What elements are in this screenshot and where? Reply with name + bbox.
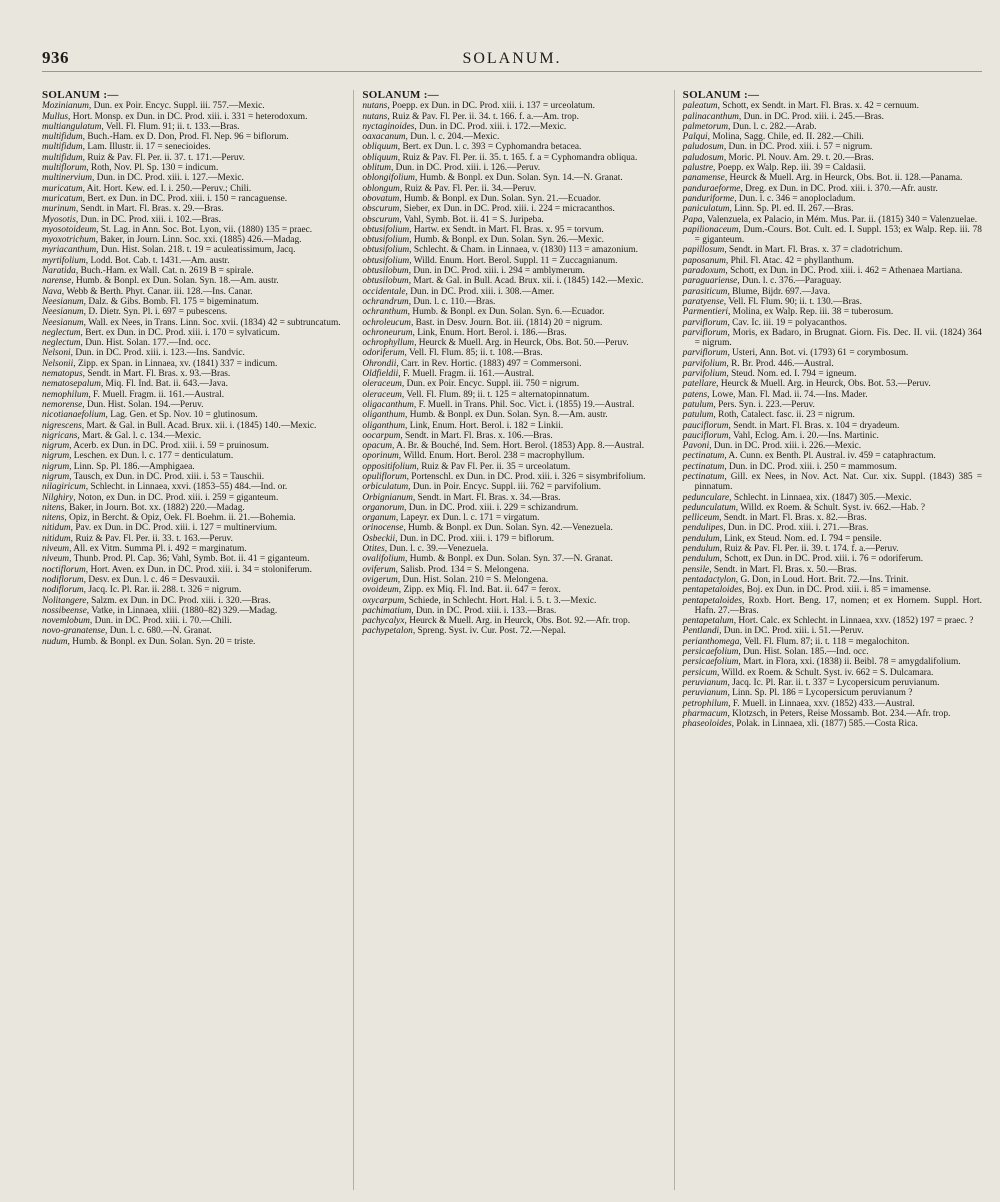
index-entry: oblitum, Dun. in DC. Prod. xiii. i. 126.—Peruv.	[362, 163, 541, 174]
index-entry: Naratida, Buch.-Ham. ex Wall. Cat. n. 2619 B = spirale.	[42, 266, 254, 277]
index-entry: pendulipes, Dun. in DC. Prod. xiii. i. 271.—Bras.	[682, 523, 869, 534]
index-entry: Oldfieldii, F. Muell. Fragm. ii. 161.—Austral.	[362, 369, 534, 380]
index-entry: Neesianum, Dalz. & Gibs. Bomb. Fl. 175 = bigeminatum.	[42, 296, 259, 307]
index-entry: ochroleucum, Bast. in Desv. Journ. Bot. iii. (1814) 20 = nigrum.	[362, 317, 603, 328]
index-entry: pharmacum, Klotzsch, in Peters, Reise Mossamb. Bot. 234.—Afr. trop.	[682, 708, 951, 719]
index-entry: patens, Lowe, Man. Fl. Mad. ii. 74.—Ins. Mader.	[682, 389, 868, 400]
index-entry: multifidum, Lam. Illustr. ii. 17 = senecioides.	[42, 142, 211, 153]
column-heading: SOLANUM :—	[362, 90, 439, 101]
index-entry: niveum, Thunb. Prod. Pl. Cap. 36; Vahl, Symb. Bot. ii. 41 = giganteum.	[42, 554, 310, 565]
index-entry: pensile, Sendt. in Mart. Fl. Bras. x. 50.—Bras.	[682, 564, 857, 575]
index-entry: papillosum, Sendt. in Mart. Fl. Bras. x. 37 = cladotrichum.	[682, 245, 903, 256]
index-entry: Ohrondii, Carr. in Rev. Hortic. (1883) 497 = Commersoni.	[362, 358, 582, 369]
index-entry: occidentale, Dun. in DC. Prod. xiii. i. 308.—Amer.	[362, 286, 555, 297]
index-entry: petrophilum, F. Muell. in Linnaea, xxv. (1852) 433.—Austral.	[682, 698, 915, 709]
index-entry: nodiflorum, Desv. ex Dun. l. c. 46 = Desvauxii.	[42, 574, 220, 585]
index-entry: Pentlandi, Dun. in DC. Prod. xiii. i. 51.—Peruv.	[682, 626, 864, 637]
running-title: SOLANUM.	[462, 50, 562, 67]
index-entry: oviferum, Salisb. Prod. 134 = S. Melongena.	[362, 564, 529, 575]
index-entry: nitens, Opiz, in Bercht. & Opiz, Oek. Fl. Boehm. ii. 21.—Bohemia.	[42, 513, 296, 524]
index-entry: nigricans, Mart. & Gal. l. c. 134.—Mexic.	[42, 430, 202, 441]
index-entry: persicaefolium, Dun. Hist. Solan. 185.—Ind. occ.	[682, 647, 869, 658]
index-entry: peruvianum, Linn. Sp. Pl. 186 = Lycopersicum peruvianum ?	[682, 688, 913, 699]
index-entry: pentadactylon, G. Don, in Loud. Hort. Brit. 72.—Ins. Trinit.	[682, 574, 909, 585]
index-entry: pedunculatum, Willd. ex Roem. & Schult. Syst. iv. 662.—Hab. ?	[682, 502, 925, 513]
index-entry: Orbignianum, Sendt. in Mart. Fl. Bras. x. 34.—Bras.	[362, 492, 561, 503]
index-entry: obtusifolium, Humb. & Bonpl. ex Dun. Solan. Syn. 26.—Mexic.	[362, 235, 605, 246]
index-entry: paraguariense, Dun. l. c. 376.—Paraguay.	[682, 276, 842, 287]
index-entry: nitens, Baker, in Journ. Bot. xx. (1882) 220.—Madag.	[42, 502, 245, 513]
index-entry: nigrum, Leschen. ex Dun. l. c. 177 = denticulatum.	[42, 451, 234, 462]
index-entry: Nelsonii, Zipp. ex Span. in Linnaea, xv. (1841) 337 = indicum.	[42, 358, 278, 369]
index-entry: Mullus, Hort. Monsp. ex Dun. in DC. Prod. xiii. i. 331 = heterodoxum.	[42, 111, 308, 122]
index-entry: nodiflorum, Jacq. Ic. Pl. Rar. ii. 288. t. 326 = nigrum.	[42, 585, 242, 596]
index-entry: parasiticum, Blume, Bijdr. 697.—Java.	[682, 286, 831, 297]
index-entry: organorum, Dun. in DC. Prod. xiii. i. 229 = schizandrum.	[362, 502, 579, 513]
index-entry: pauciflorum, Vahl, Eclog. Am. i. 20.—Ins. Martinic.	[682, 430, 879, 441]
index-entry: multinervium, Dun. in DC. Prod. xiii. i. 127.—Mexic.	[42, 173, 244, 184]
index-entry: palmetorum, Dun. l. c. 282.—Arab.	[682, 121, 817, 132]
index-entry: nutans, Ruiz & Pav. Fl. Per. ii. 34. t. 166. f. a.—Am. trop.	[362, 111, 579, 122]
index-entry: pentapetaloides, Roxb. Hort. Beng. 17, nomen; et ex Hornem. Suppl. Hort. Hafn. 27.—Bras.	[682, 595, 982, 616]
index-entry: persicum, Willd. ex Roem. & Schult. Syst. iv. 662 = S. Dulcamara.	[682, 667, 934, 678]
index-entry: obliquum, Ruiz & Pav. Fl. Per. ii. 35. t. 165. f. a = Cyphomandra obliqua.	[362, 152, 638, 163]
index-entry: myriacanthum, Dun. Hist. Solan. 218. t. 19 = aculeatissimum, Jacq.	[42, 245, 296, 256]
index-entry: Mozinianum, Dun. ex Poir. Encyc. Suppl. iii. 757.—Mexic.	[42, 101, 265, 112]
index-entry: obtusilobum, Dun. in DC. Prod. xiii. i. 294 = amblymerum.	[362, 266, 585, 277]
index-entry: ovalifolium, Humb. & Bonpl. ex Dun. Solan. Syn. 37.—N. Granat.	[362, 554, 613, 565]
index-entry: obtusifolium, Schlecht. & Cham. in Linnaea, v. (1830) 113 = amazonium.	[362, 245, 638, 256]
index-entry: patulum, Roth, Catalect. fasc. ii. 23 = nigrum.	[682, 410, 855, 421]
index-entry: peruvianum, Jacq. Ic. Pl. Rar. ii. t. 337 = Lycopersicum peruvianum.	[682, 677, 940, 688]
index-entry: ovoideum, Zipp. ex Miq. Fl. Ind. Bat. ii. 647 = ferox.	[362, 585, 561, 596]
index-entry: Nilghiry, Noton, ex Dun. in DC. Prod. xiii. i. 259 = giganteum.	[42, 492, 279, 503]
index-entry: nudum, Humb. & Bonpl. ex Dun. Solan. Syn. 20 = triste.	[42, 636, 256, 647]
index-entry: nematopus, Sendt. in Mart. Fl. Bras. x. 93.—Bras.	[42, 369, 231, 380]
index-entry: nematosepalum, Miq. Fl. Ind. Bat. ii. 643.—Java.	[42, 379, 228, 390]
index-entry: nemophilum, F. Muell. Fragm. ii. 161.—Austral.	[42, 389, 225, 400]
index-entry: nigrum, Acerb. ex Dun. in DC. Prod. xiii. i. 59 = pruinosum.	[42, 441, 269, 452]
index-entry: nilagiricum, Schlecht. in Linnaea, xxvi. (1853–55) 484.—Ind. or.	[42, 482, 288, 493]
index-entry: panduriforme, Dun. l. c. 346 = anoplocladum.	[682, 193, 856, 204]
index-entry: ochranthum, Humb. & Bonpl. ex Dun. Solan. Syn. 6.—Ecuador.	[362, 307, 605, 318]
index-entry: oxycarpum, Schiede, in Schlecht. Hort. Hal. i. 5. t. 3.—Mexic.	[362, 595, 597, 606]
index-entry: opuliflorum, Portenschl. ex Dun. in DC. Prod. xiii. i. 326 = sisymbrifolium.	[362, 471, 646, 482]
index-entry: nicotianaefolium, Lag. Gen. et Sp. Nov. 10 = glutinosum.	[42, 410, 258, 421]
index-entry: parviflorum, Moris, ex Badaro, in Brugnat. Giorn. Fis. Dec. II. vii. (1824) 364 = nigrum.	[682, 327, 982, 349]
column-3	[674, 90, 982, 1190]
index-entry: nemorense, Dun. Hist. Solan. 194.—Peruv.	[42, 399, 204, 410]
index-entry: obovatum, Humb. & Bonpl. ex Dun. Solan. Syn. 21.—Ecuador.	[362, 193, 601, 204]
index-entry: pectinatum, Gill. ex Nees, in Nov. Act. Nat. Cur. xix. Suppl. (1843) 385 = pinnatum.	[682, 471, 982, 493]
index-entry: nitidum, Ruiz & Pav. Fl. Per. ii. 33. t. 163.—Peruv.	[42, 533, 233, 544]
index-entry: Papa, Valenzuela, ex Palacio, in Mém. Mus. Par. ii. (1815) 340 = Valenzuelae.	[682, 214, 978, 225]
index-entry: parviflorum, Usteri, Ann. Bot. vi. (1793) 61 = corymbosum.	[682, 348, 909, 359]
index-entry: oleraceum, Dun. ex Poir. Encyc. Suppl. iii. 750 = nigrum.	[362, 379, 580, 390]
index-entry: murinum, Sendt. in Mart. Fl. Bras. x. 29.—Bras.	[42, 204, 224, 215]
index-entry: pectinatum, A. Cunn. ex Benth. Pl. Austral. iv. 459 = cataphractum.	[682, 451, 936, 462]
index-entry: nyctaginoides, Dun. in DC. Prod. xiii. i. 172.—Mexic.	[362, 121, 567, 132]
index-entry: Pavoni, Dun. in DC. Prod. xiii. i. 226.—Mexic.	[682, 441, 862, 452]
page-number: 936	[42, 48, 69, 67]
index-entry: ovigerum, Dun. Hist. Solan. 210 = S. Melongena.	[362, 574, 549, 585]
index-entry: multifidum, Ruiz & Pav. Fl. Per. ii. 37. t. 171.—Peruv.	[42, 152, 245, 163]
index-entry: parvifolium, R. Br. Prod. 446.—Austral.	[682, 358, 834, 369]
index-entry: obtusifolium, Hartw. ex Sendt. in Mart. Fl. Bras. x. 95 = torvum.	[362, 224, 604, 235]
index-entry: Palqui, Molina, Sagg. Chile, ed. II. 282.—Chili.	[682, 132, 864, 143]
index-entry: odoriferum, Vell. Fl. Flum. 85; ii. t. 108.—Bras.	[362, 348, 543, 359]
index-entry: orinocense, Humb. & Bonpl. ex Dun. Solan. Syn. 42.—Venezuela.	[362, 523, 613, 534]
index-entry: organum, Lapeyr. ex Dun. l. c. 171 = virgatum.	[362, 513, 540, 524]
index-entry: palinacanthum, Dun. in DC. Prod. xiii. i. 245.—Bras.	[682, 111, 884, 122]
index-entry: orbiculatum, Dun. in Poir. Encyc. Suppl. iii. 762 = parvifolium.	[362, 482, 601, 493]
column-heading: SOLANUM :—	[42, 90, 119, 101]
index-entry: niveum, All. ex Vitm. Summa Pl. i. 492 = marginatum.	[42, 544, 247, 555]
index-entry: pentapetalum, Hort. Calc. ex Schlecht. in Linnaea, xxv. (1852) 197 = praec. ?	[682, 616, 974, 627]
index-entry: Nava, Webb & Berth. Phyt. Canar. iii. 128.—Ins. Canar.	[42, 286, 253, 297]
index-entry: pauciflorum, Sendt. in Mart. Fl. Bras. x. 104 = dryadeum.	[682, 420, 900, 431]
index-entry: nigrum, Tausch, ex Dun. in DC. Prod. xiii. i. 53 = Tauschii.	[42, 471, 265, 482]
index-entry: palustre, Poepp. ex Walp. Rep. iii. 39 = Caldasii.	[682, 163, 866, 174]
index-entry: parviflorum, Cav. Ic. iii. 19 = polyacanthos.	[682, 317, 847, 328]
index-entry: neglectum, Bert. ex Dun. in DC. Prod. xiii. i. 170 = sylvaticum.	[42, 327, 280, 338]
index-entry: nigrescens, Mart. & Gal. in Bull. Acad. Brux. xii. i. (1845) 140.—Mexic.	[42, 420, 317, 431]
index-entry: Osbeckii, Dun. in DC. Prod. xiii. i. 179 = biflorum.	[362, 533, 555, 544]
index-entry: oppositifolium, Ruiz & Pav Fl. Per. ii. 35 = urceolatum.	[362, 461, 571, 472]
index-entry: Parmentieri, Molina, ex Walp. Rep. iii. 38 = tuberosum.	[682, 307, 894, 318]
column-2	[353, 90, 661, 1190]
index-entry: narense, Humb. & Bonpl. ex Dun. Solan. Syn. 18.—Am. austr.	[42, 276, 279, 287]
index-entry: oliganthum, Humb. & Bonpl. ex Dun. Solan. Syn. 8.—Am. austr.	[362, 410, 608, 421]
index-entry: muricatum, Ait. Hort. Kew. ed. I. i. 250.—Peruv.; Chili.	[42, 183, 252, 194]
index-entry: ochroneurum, Link, Enum. Hort. Berol. i. 186.—Bras.	[362, 327, 567, 338]
index-entry: Myosotis, Dun. in DC. Prod. xiii. i. 102.—Bras.	[42, 214, 221, 225]
index-entry: ochrandrum, Dun. l. c. 110.—Bras.	[362, 296, 496, 307]
index-entry: pendulum, Ruiz & Pav. Fl. Per. ii. 39. t. 174. f. a.—Peruv.	[682, 544, 899, 555]
index-entry: paludosum, Dun. in DC. Prod. xiii. i. 57 = nigrum.	[682, 142, 873, 153]
index-entry: novo-granatense, Dun. l. c. 680.—N. Granat.	[42, 626, 212, 637]
index-entry: multiangulatum, Vell. Fl. Flum. 91; ii. t. 133.—Bras.	[42, 121, 240, 132]
index-entry: obscurum, Vahl, Symb. Bot. ii. 41 = S. Juripeba.	[362, 214, 544, 225]
index-entry: nutans, Poepp. ex Dun. in DC. Prod. xiii. i. 137 = urceolatum.	[362, 101, 595, 112]
index-entry: Neesianum, Wall. ex Nees, in Trans. Linn. Soc. xvii. (1834) 42 = subtruncatum.	[42, 317, 341, 328]
columns-container	[42, 90, 982, 1190]
index-entry: papilionaceum, Dum.-Cours. Bot. Cult. ed. I. Suppl. 153; ex Walp. Rep. iii. 78 = giganteum.	[682, 224, 982, 246]
index-entry: myoxotrichum, Baker, in Journ. Linn. Soc. xxi. (1885) 426.—Madag.	[42, 235, 302, 246]
index-entry: phaseoloides, Polak. in Linnaea, xli. (1877) 585.—Costa Rica.	[682, 719, 918, 730]
index-entry: pentapetaloides, Boj. ex Dun. in DC. Prod. xiii. i. 85 = imamense.	[682, 585, 931, 596]
index-entry: multiflorum, Roth, Nov. Pl. Sp. 130 = indicum.	[42, 163, 219, 174]
index-entry: nigrum, Linn. Sp. Pl. 186.—Amphigaea.	[42, 461, 195, 472]
index-entry: oligacanthum, F. Muell. in Trans. Phil. Soc. Vict. i. (1855) 19.—Austral.	[362, 399, 635, 410]
index-entry: persicaefolium, Mart. in Flora, xxi. (1838) ii. Beibl. 78 = amygdalifolium.	[682, 657, 961, 668]
index-entry: nitidum, Pav. ex Dun. in DC. Prod. xiii. i. 127 = multinervium.	[42, 523, 278, 534]
index-entry: Nolitangere, Salzm. ex Dun. in DC. Prod. xiii. i. 320.—Bras.	[42, 595, 271, 606]
index-entry: Otites, Dun. l. c. 39.—Venezuela.	[362, 544, 489, 555]
index-entry: pectinatum, Dun. in DC. Prod. xiii. i. 250 = mammosum.	[682, 461, 897, 472]
index-entry: paludosum, Moric. Pl. Nouv. Am. 29. t. 20.—Bras.	[682, 152, 874, 163]
index-entry: paratyense, Vell. Fl. Flum. 90; ii. t. 130.—Bras.	[682, 296, 862, 307]
index-entry: oaxacanum, Dun. l. c. 204.—Mexic.	[362, 132, 500, 143]
index-entry: multifidum, Buch.-Ham. ex D. Don, Prod. Fl. Nep. 96 = biflorum.	[42, 132, 289, 143]
index-entry: panamense, Heurck & Muell. Arg. in Heurck, Obs. Bot. ii. 128.—Panama.	[682, 173, 963, 184]
index-entry: patellare, Heurck & Muell. Arg. in Heurck, Obs. Bot. 53.—Peruv.	[682, 379, 931, 390]
index-entry: obtusilobum, Mart. & Gal. in Bull. Acad. Brux. xii. i. (1845) 142.—Mexic.	[362, 276, 644, 287]
index-entry: paradoxum, Schott, ex Dun. in DC. Prod. xiii. i. 462 = Athenaea Martiana.	[682, 266, 963, 277]
index-entry: paposanum, Phil. Fl. Atac. 42 = phyllanthum.	[682, 255, 854, 266]
index-entry: paleatum, Schott, ex Sendt. in Mart. Fl. Bras. x. 42 = cernuum.	[682, 101, 919, 112]
column-1	[42, 90, 341, 1190]
index-entry: muricatum, Bert. ex Dun. in DC. Prod. xiii. i. 150 = rancaguense.	[42, 193, 288, 204]
index-entry: oocarpum, Sendt. in Mart. Fl. Bras. x. 106.—Bras.	[362, 430, 553, 441]
index-entry: pendulum, Schott, ex Dun. in DC. Prod. xiii. i. 76 = odoriferum.	[682, 554, 924, 565]
index-entry: perianthomega, Vell. Fl. Flum. 87; ii. t. 118 = megalochiton.	[682, 636, 910, 647]
index-entry: pelliceum, Sendt. in Mart. Fl. Bras. x. 82.—Bras.	[682, 513, 867, 524]
index-entry: oleraceum, Vell. Fl. Flum. 89; ii. t. 125 = alternatopinnatum.	[362, 389, 590, 400]
index-entry: pedunculare, Schlecht. in Linnaea, xix. (1847) 305.—Mexic.	[682, 492, 912, 503]
index-entry: ochrophyllum, Heurck & Muell. Arg. in Heurck, Obs. Bot. 50.—Peruv.	[362, 338, 629, 349]
index-entry: obscurum, Sieber, ex Dun. in DC. Prod. xiii. i. 224 = micracanthos.	[362, 204, 615, 215]
index-entry: obliquum, Bert. ex Dun. l. c. 393 = Cyphomandra betacea.	[362, 142, 582, 153]
index-entry: nossibeense, Vatke, in Linnaea, xliii. (1880–82) 329.—Madag.	[42, 605, 278, 616]
index-entry: oliganthum, Link, Enum. Hort. Berol. i. 182 = Linkii.	[362, 420, 564, 431]
index-entry: myosotoideum, St. Lag. in Ann. Soc. Bot. Lyon, vii. (1880) 135 = praec.	[42, 224, 313, 235]
index-entry: patulum, Pers. Syn. i. 223.—Peruv.	[682, 399, 815, 410]
index-entry: opacum, A. Br. & Bouché, Ind. Sem. Hort. Berol. (1853) App. 8.—Austral.	[362, 441, 645, 452]
index-entry: pachycalyx, Heurck & Muell. Arg. in Heurck, Obs. Bot. 92.—Afr. trop.	[362, 616, 631, 627]
index-entry: panduraeforme, Dreg. ex Dun. in DC. Prod. xiii. i. 370.—Afr. austr.	[682, 183, 938, 194]
index-entry: parvifolium, Steud. Nom. ed. I. 794 = igneum.	[682, 369, 857, 380]
page-header	[42, 0, 982, 72]
column-heading: SOLANUM :—	[682, 90, 760, 101]
index-entry: neglectum, Dun. Hist. Solan. 177.—Ind. occ.	[42, 338, 211, 349]
index-entry: pachimatium, Dun. in DC. Prod. xiii. i. 133.—Bras.	[362, 605, 557, 616]
index-entry: Neesianum, D. Dietr. Syn. Pl. i. 697 = pubescens.	[42, 307, 228, 318]
index-entry: obtusifolium, Willd. Enum. Hort. Berol. Suppl. 11 = Zuccagnianum.	[362, 255, 618, 266]
index-entry: oblongum, Ruiz & Pav. Fl. Per. ii. 34.—Peruv.	[362, 183, 537, 194]
index-entry: novemlobum, Dun. in DC. Prod. xiii. i. 70.—Chili.	[42, 616, 232, 627]
index-entry: oblongifolium, Humb. & Bonpl. ex Dun. Solan. Syn. 14.—N. Granat.	[362, 173, 623, 184]
index-entry: paniculatum, Linn. Sp. Pl. ed. II. 267.—Bras.	[682, 204, 854, 215]
index-entry: pendulum, Link, ex Steud. Nom. ed. I. 794 = pensile.	[682, 533, 882, 544]
index-entry: pachypetalon, Spreng. Syst. iv. Cur. Post. 72.—Nepal.	[362, 626, 566, 637]
index-entry: noctiflorum, Hort. Aven. ex Dun. in DC. Prod. xiii. i. 34 = stoloniferum.	[42, 564, 312, 575]
index-entry: oporinum, Willd. Enum. Hort. Berol. 238 = macrophyllum.	[362, 451, 585, 462]
index-entry: Nelsoni, Dun. in DC. Prod. xiii. i. 123.—Ins. Sandvic.	[42, 348, 245, 359]
index-entry: myrtifolium, Lodd. Bot. Cab. t. 1431.—Am. austr.	[42, 255, 230, 266]
